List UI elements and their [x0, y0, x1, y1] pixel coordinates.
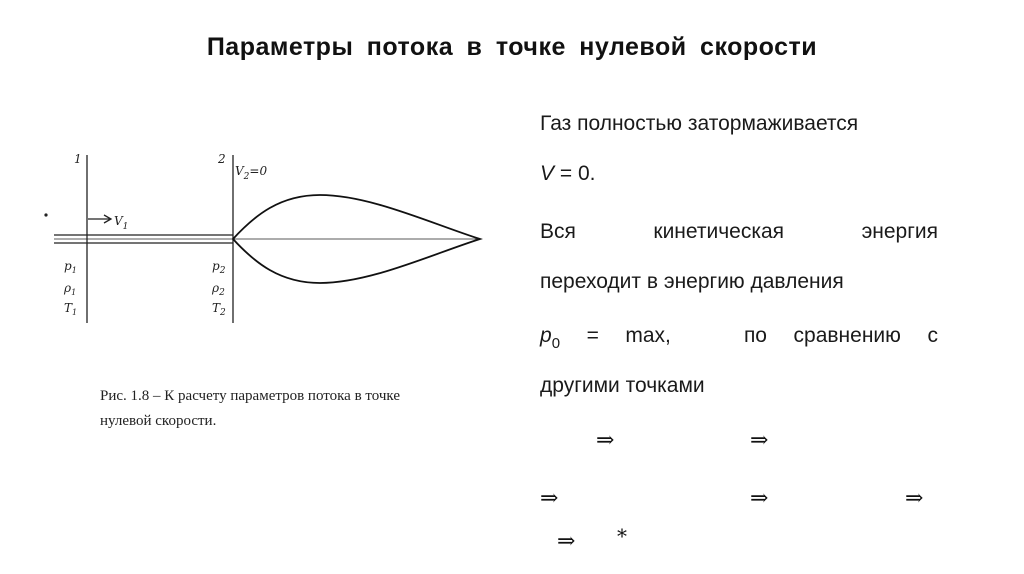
figure-caption: [100, 384, 460, 434]
label-section-1: 1: [74, 152, 82, 166]
flow-diagram-svg: [40, 145, 500, 335]
flow-diagram: [40, 145, 500, 335]
implies-arrow-4: ⇒: [750, 486, 769, 511]
label-t1: $T_1$: [64, 301, 78, 317]
caption-line-1: Рис. 1.8 – К расчету параметров потока в точке: [100, 388, 400, 404]
word-energiya: энергия: [861, 220, 938, 243]
p0-expression: $p_0$: [540, 324, 561, 352]
implies-arrow-3: ⇒: [540, 486, 559, 511]
implies-arrow-6: ⇒: [557, 529, 576, 554]
text-line-4: переходит в энергию давления: [540, 270, 844, 293]
text-line-2: [540, 162, 595, 186]
equals-sign: =: [586, 324, 599, 347]
text-line-6: другими точками: [540, 374, 705, 397]
word-po: по: [743, 324, 767, 347]
label-p1: $p_1$: [64, 259, 77, 275]
label-t2: $T_2$: [212, 301, 226, 318]
word-sravneniyu: сравнению: [793, 324, 901, 347]
slide-title: Параметры потока в точке нулевой скорости: [206, 33, 818, 61]
max-word: max,: [625, 324, 671, 347]
word-s: с: [927, 324, 938, 347]
v-symbol: V: [540, 162, 555, 185]
v-equals-zero: = 0.: [554, 162, 596, 185]
star-symbol: *: [617, 524, 627, 548]
implies-arrow-2: ⇒: [750, 428, 769, 453]
implies-arrow-1: ⇒: [596, 428, 615, 453]
label-p2: $p_2$: [212, 259, 226, 276]
label-v1: $V_1$: [114, 214, 129, 232]
label-rho2: $\rho_2$: [212, 281, 225, 298]
label-v2: $V_2=0$: [235, 164, 268, 182]
word-vsya: Вся: [540, 220, 576, 243]
text-line-5: [540, 324, 938, 352]
label-section-2: 2: [218, 152, 226, 166]
caption-line-2: нулевой скорости.: [100, 413, 217, 429]
dot-mark: [44, 213, 47, 216]
implies-arrow-5: ⇒: [905, 486, 924, 511]
label-rho1: $\rho_1$: [64, 281, 77, 297]
word-kineticheskaya: кинетическая: [653, 220, 785, 243]
text-line-1: Газ полностью затормаживается: [540, 112, 859, 135]
text-line-3: [540, 220, 938, 244]
